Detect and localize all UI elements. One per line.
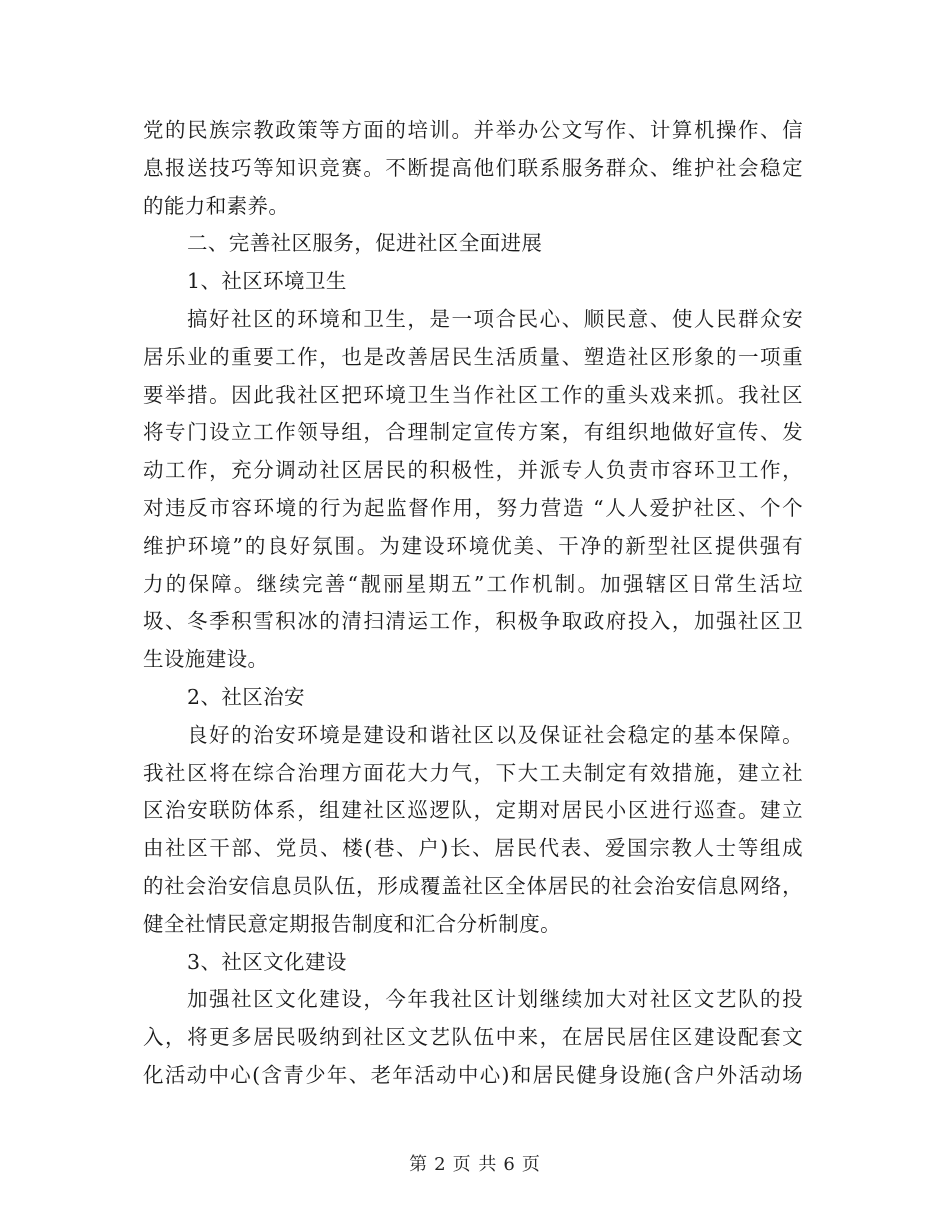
text-line: 要举措。因此我社区把环境卫生当作社区工作的重头戏来抓。我社区 [143,382,803,407]
text-line: 息报送技巧等知识竞赛。不断提高他们联系服务群众、维护社会稳定 [143,155,803,180]
text-line: 健全社情民意定期报告制度和汇合分析制度。 [143,911,561,936]
document-body [143,112,803,1095]
text-line: 入，将更多居民吸纳到社区文艺队伍中来，在居民居住区建设配套文 [143,1025,803,1050]
text-line: 由社区干部、党员、楼(巷、户)长、居民代表、爱国宗教人士等组成 [143,836,803,861]
text-line: 加强社区文化建设，今年我社区计划继续加大对社区文艺队的投 [187,987,803,1012]
text-line: 党的民族宗教政策等方面的培训。并举办公文写作、计算机操作、信 [143,118,803,142]
text-line: 2、社区治安 [187,684,305,709]
text-line: 生设施建设。 [143,647,269,672]
footer-total-pages: 6 [503,1154,516,1175]
text-line: 搞好社区的环境和卫生，是一项合民心、顺民意、使人民群众安 [187,306,803,331]
text-line: 化活动中心(含青少年、老年活动中心)和居民健身设施(含户外活动场 [143,1062,803,1087]
text-line: 我社区将在综合治理方面花大力气，下大工夫制定有效措施，建立社 [143,760,803,785]
text-line: 居乐业的重要工作，也是改善居民生活质量、塑造社区形象的一项重 [143,344,803,369]
footer-prefix: 第 [409,1154,429,1175]
footer-middle: 页 共 [452,1154,498,1175]
text-line: 3、社区文化建设 [187,949,347,974]
text-line: 对违反市容环境的行为起监督作用，努力营造 “人人爱护社区、个个 [143,495,803,520]
text-line: 良好的治安环境是建设和谐社区以及保证社会稳定的基本保障。 [187,722,803,747]
text-line: 圾、冬季积雪积冰的清扫清运工作，积极争取政府投入，加强社区卫 [143,609,803,634]
page-footer [0,1150,950,1176]
text-line: 二、完善社区服务，促进社区全面进展 [187,231,543,256]
text-line: 区治安联防体系，组建社区巡逻队，定期对居民小区进行巡查。建立 [143,798,803,823]
text-line: 维护环境”的良好氛围。为建设环境优美、干净的新型社区提供强有 [143,533,803,558]
text-line: 的社会治安信息员队伍，形成覆盖社区全体居民的社会治安信息网络， [143,873,803,898]
text-line: 力的保障。继续完善“靓丽星期五”工作机制。加强辖区日常生活垃 [143,571,803,596]
footer-suffix: 页 [521,1154,541,1175]
text-line: 将专门设立工作领导组，合理制定宣传方案，有组织地做好宣传、发 [143,420,803,445]
text-line: 的能力和素养。 [143,193,290,218]
text-line: 动工作，充分调动社区居民的积极性，并派专人负责市容环卫工作， [143,458,803,483]
footer-page-number: 2 [434,1154,447,1175]
text-line: 1、社区环境卫生 [187,269,347,294]
